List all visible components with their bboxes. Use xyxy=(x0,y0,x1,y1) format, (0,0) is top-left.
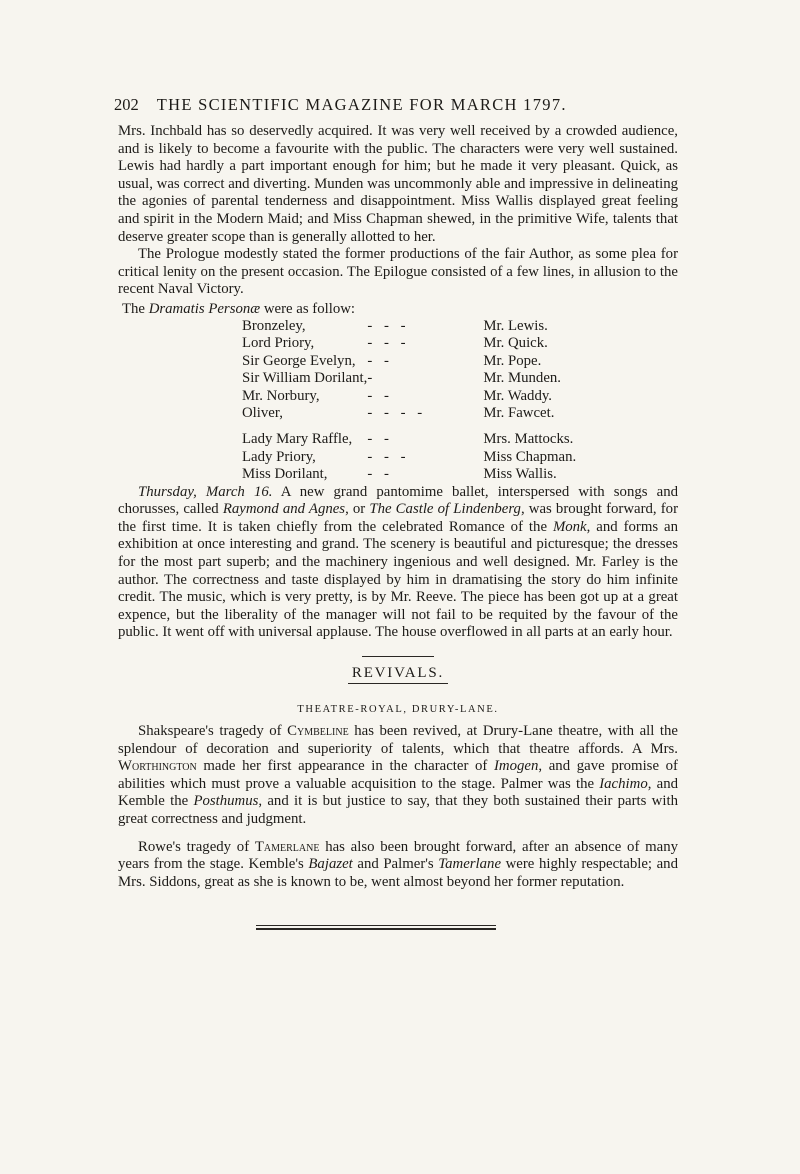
cast-row: Miss Dorilant, - - Miss Wallis. xyxy=(242,466,557,483)
review-paragraph-1: Mrs. Inchbald has so deservedly acquired. It was very well received by a crowded audience, and is likely to become a favourite with the public. The characters were very well sustained. Lewis had hardly a part important enough for him; but he made it very pleasant. Quick, as usual, was correct and diverting. Munden was uncommonly able and impressive in delineating the agonies of parental tenderness and disappointment. Miss Wallis displayed great feeling and spirit in the Modern Maid; and Miss Chapman shewed, in the primitive Wife, talents that deserve greater scope than is generally allotted to her. xyxy=(118,123,678,245)
cast-row: Sir George Evelyn, - - Mr. Pope. xyxy=(242,352,542,369)
cast-row: Lady Mary Raffle, - - Mrs. Mattocks. xyxy=(242,431,574,448)
theatre-subheading: THEATRE-ROYAL, DRURY-LANE. xyxy=(297,703,499,715)
running-head xyxy=(114,95,678,115)
cast-row: Bronzeley, - - - Mr. Lewis. xyxy=(242,317,548,334)
review-paragraph-2: The Prologue modestly stated the former productions of the fair Author, as some plea for critical lenity on the present occasion. The Epilogue consisted of a few lines, in allusion to the recent Naval Victory. xyxy=(118,246,678,298)
cast-row: Lady Priory, - - - Miss Chapman. xyxy=(242,448,577,465)
magazine-title: THE SCIENTIFIC MAGAZINE FOR MARCH 1797. xyxy=(156,95,567,114)
cast-row: Sir William Dorilant, - Mr. Munden. xyxy=(242,370,561,387)
tamerlane-paragraph: Rowe's tragedy of Tamerlane has also been brought forward, after an absence of many years from the stage. Kemble's Bajazet and Palmer's Tamerlane were highly respectable; and Mrs. Siddons, great as she is known to be, went almost beyond her former reputation. xyxy=(118,838,678,890)
cymbeline-paragraph: Shakspeare's tragedy of Cymbeline has been revived, at Drury-Lane theatre, with all the splendour of decoration and superiority of talents, which that theatre affords. A Mrs. Worthington made her first appearance in the character of Imogen, and gave promise of abilities which must prove a valuable acquisition to the stage. Palmer was the Iachimo, and Kemble the Posthumus, and it is but justice to say, that they both sustained their parts with great correctness and judgment. xyxy=(118,722,678,827)
thursday-paragraph: Thursday, March 16. A new grand pantomime ballet, interspersed with songs and chorusses, called Raymond and Agnes, or The Castle of Lindenberg, was brought forward, for the first time. It is taken chiefly from the celebrated Romance of the Monk, and forms an exhibition at once interesting and grand. The scenery is beautiful and picturesque; the dresses for the most part superb; and the machinery ingenious and well designed. Mr. Farley is the author. The correctness and taste displayed by him in dramatising the story do him infinite credit. The music, which is very pretty, is by Mr. Reeve. The piece has been got up at a great expence, but the liberality of the manager will not fail to be requited by the favour of the public. It went off with universal applause. The house overflowed in all parts at an early hour. xyxy=(118,483,679,641)
cast-row: Lord Priory, - - - Mr. Quick. xyxy=(242,335,548,352)
end-rule xyxy=(256,925,496,930)
cast-spacer xyxy=(242,422,576,431)
magazine-page xyxy=(114,95,679,930)
cast-list xyxy=(242,318,576,484)
page-number: 202 xyxy=(114,95,139,114)
section-divider xyxy=(362,656,434,657)
cast-row: Mr. Norbury, - - Mr. Waddy. xyxy=(242,387,552,404)
cast-row: Oliver, - - - - Mr. Fawcet. xyxy=(242,404,555,421)
revivals-heading: REVIVALS. xyxy=(348,665,448,684)
dramatis-heading: The Dramatis Personæ were as follow: xyxy=(122,300,356,317)
